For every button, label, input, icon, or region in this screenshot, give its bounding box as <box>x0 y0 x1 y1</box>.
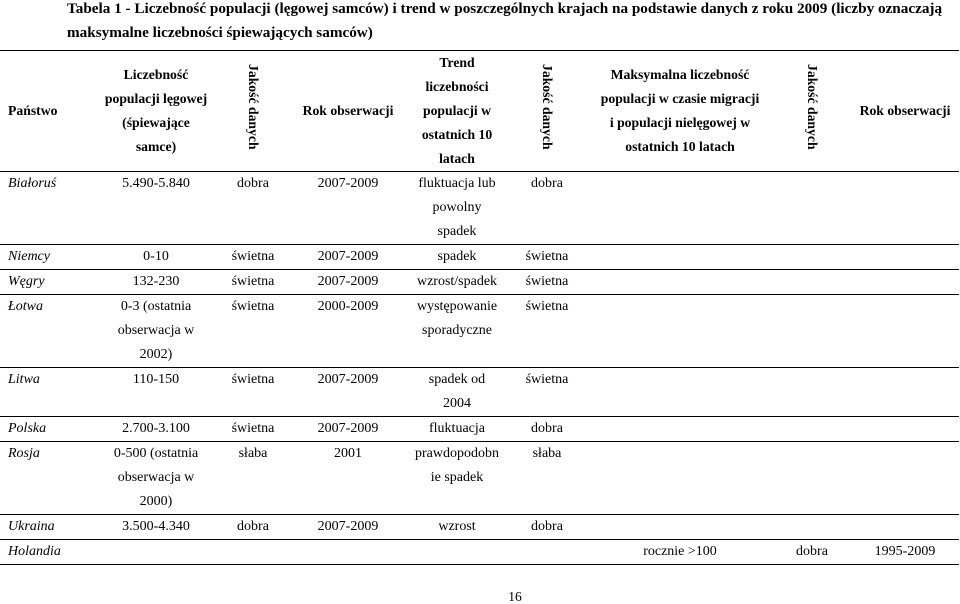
cell-breeding-population: 0-500 (ostatnia obserwacja w 2000) <box>90 442 222 515</box>
page-title-line: maksymalne liczebności śpiewających samców) <box>67 24 373 41</box>
cell-trend-data-quality: świetna <box>502 270 592 295</box>
column-header-breeding-data-quality-label: Jakość danych <box>246 64 261 150</box>
table-row <box>0 442 959 515</box>
table-row <box>0 270 959 295</box>
page-title-line: Tabela 1 - Liczebność populacji (lęgowej samców) i trend w poszczególnych krajach na podstawie danych z roku 2009 (liczby oznaczają <box>67 0 943 17</box>
column-header-trend-data-quality-label: Jakość danych <box>540 64 555 150</box>
cell-breeding-observation-year: 2007-2009 <box>284 417 412 442</box>
cell-breeding-population: 132-230 <box>90 270 222 295</box>
cell-trend-data-quality: świetna <box>502 295 592 368</box>
cell-breeding-data-quality: słaba <box>222 442 284 515</box>
cell-country: Łotwa <box>0 295 90 368</box>
cell-migration-data-quality <box>768 295 856 368</box>
table-row <box>0 172 959 245</box>
cell-breeding-observation-year: 2007-2009 <box>284 245 412 270</box>
cell-migration-max <box>592 417 768 442</box>
cell-trend-data-quality: dobra <box>502 172 592 245</box>
cell-migration-max <box>592 270 768 295</box>
cell-migration-observation-year <box>856 442 959 515</box>
cell-breeding-observation-year: 2007-2009 <box>284 270 412 295</box>
column-header-breeding-data-quality <box>222 51 284 172</box>
cell-migration-observation-year <box>856 270 959 295</box>
cell-migration-data-quality <box>768 245 856 270</box>
cell-migration-max: rocznie >100 <box>592 540 768 565</box>
cell-migration-observation-year <box>856 172 959 245</box>
column-header-country: Państwo <box>0 51 90 172</box>
table-row <box>0 540 959 565</box>
cell-country: Holandia <box>0 540 90 565</box>
cell-trend: fluktuacja <box>412 417 502 442</box>
cell-trend: wzrost/spadek <box>412 270 502 295</box>
cell-trend-data-quality: dobra <box>502 515 592 540</box>
cell-migration-data-quality <box>768 172 856 245</box>
cell-country: Ukraina <box>0 515 90 540</box>
cell-migration-observation-year <box>856 368 959 417</box>
page-number: 16 <box>508 589 522 604</box>
table-row <box>0 245 959 270</box>
cell-breeding-population: 0-10 <box>90 245 222 270</box>
cell-migration-max <box>592 368 768 417</box>
cell-migration-observation-year <box>856 245 959 270</box>
column-header-breeding-observation-year: Rok obserwacji <box>284 51 412 172</box>
cell-breeding-data-quality: świetna <box>222 417 284 442</box>
cell-country: Białoruś <box>0 172 90 245</box>
cell-trend-data-quality: świetna <box>502 368 592 417</box>
cell-migration-observation-year: 1995-2009 <box>856 540 959 565</box>
cell-migration-data-quality <box>768 515 856 540</box>
cell-migration-max <box>592 245 768 270</box>
cell-migration-max <box>592 515 768 540</box>
cell-migration-data-quality <box>768 442 856 515</box>
table-row <box>0 417 959 442</box>
cell-trend: spadek od 2004 <box>412 368 502 417</box>
table-row <box>0 295 959 368</box>
cell-trend-data-quality: dobra <box>502 417 592 442</box>
cell-migration-data-quality: dobra <box>768 540 856 565</box>
cell-trend-data-quality: słaba <box>502 442 592 515</box>
cell-migration-observation-year <box>856 515 959 540</box>
cell-trend <box>412 540 502 565</box>
cell-breeding-data-quality: świetna <box>222 270 284 295</box>
cell-migration-max <box>592 442 768 515</box>
cell-breeding-data-quality: świetna <box>222 245 284 270</box>
column-header-migration-data-quality-label: Jakość danych <box>805 64 820 150</box>
population-table <box>0 50 959 565</box>
cell-breeding-observation-year: 2001 <box>284 442 412 515</box>
column-header-migration-max: Maksymalna liczebność populacji w czasie migracji i populacji nielęgowej w ostatnich 10 latach <box>592 51 768 172</box>
cell-trend: spadek <box>412 245 502 270</box>
column-header-breeding-population: Liczebność populacji lęgowej (śpiewające samce) <box>90 51 222 172</box>
column-header-trend-data-quality <box>502 51 592 172</box>
cell-country: Węgry <box>0 270 90 295</box>
cell-breeding-data-quality: dobra <box>222 515 284 540</box>
cell-migration-observation-year <box>856 295 959 368</box>
cell-breeding-observation-year: 2007-2009 <box>284 172 412 245</box>
cell-breeding-population: 0-3 (ostatnia obserwacja w 2002) <box>90 295 222 368</box>
column-header-migration-data-quality <box>768 51 856 172</box>
cell-migration-max <box>592 172 768 245</box>
cell-breeding-observation-year: 2007-2009 <box>284 515 412 540</box>
cell-trend-data-quality: świetna <box>502 245 592 270</box>
cell-migration-observation-year <box>856 417 959 442</box>
table-row <box>0 515 959 540</box>
cell-country: Polska <box>0 417 90 442</box>
cell-breeding-population: 3.500-4.340 <box>90 515 222 540</box>
table-header-row <box>0 51 959 172</box>
cell-breeding-observation-year <box>284 540 412 565</box>
cell-migration-data-quality <box>768 368 856 417</box>
cell-breeding-population: 5.490-5.840 <box>90 172 222 245</box>
cell-breeding-data-quality: świetna <box>222 368 284 417</box>
cell-breeding-observation-year: 2007-2009 <box>284 368 412 417</box>
cell-trend: występowanie sporadyczne <box>412 295 502 368</box>
cell-migration-data-quality <box>768 417 856 442</box>
cell-breeding-data-quality: dobra <box>222 172 284 245</box>
cell-breeding-population <box>90 540 222 565</box>
cell-country: Litwa <box>0 368 90 417</box>
cell-country: Niemcy <box>0 245 90 270</box>
cell-breeding-population: 110-150 <box>90 368 222 417</box>
cell-trend: prawdopodobn ie spadek <box>412 442 502 515</box>
cell-migration-data-quality <box>768 270 856 295</box>
cell-trend-data-quality <box>502 540 592 565</box>
cell-trend: wzrost <box>412 515 502 540</box>
cell-breeding-observation-year: 2000-2009 <box>284 295 412 368</box>
cell-breeding-data-quality <box>222 540 284 565</box>
column-header-trend: Trend liczebności populacji w ostatnich 10 latach <box>412 51 502 172</box>
cell-breeding-population: 2.700-3.100 <box>90 417 222 442</box>
column-header-migration-observation-year: Rok obserwacji <box>856 51 959 172</box>
table-row <box>0 368 959 417</box>
cell-trend: fluktuacja lub powolny spadek <box>412 172 502 245</box>
cell-migration-max <box>592 295 768 368</box>
cell-country: Rosja <box>0 442 90 515</box>
cell-breeding-data-quality: świetna <box>222 295 284 368</box>
page-title <box>67 0 942 45</box>
